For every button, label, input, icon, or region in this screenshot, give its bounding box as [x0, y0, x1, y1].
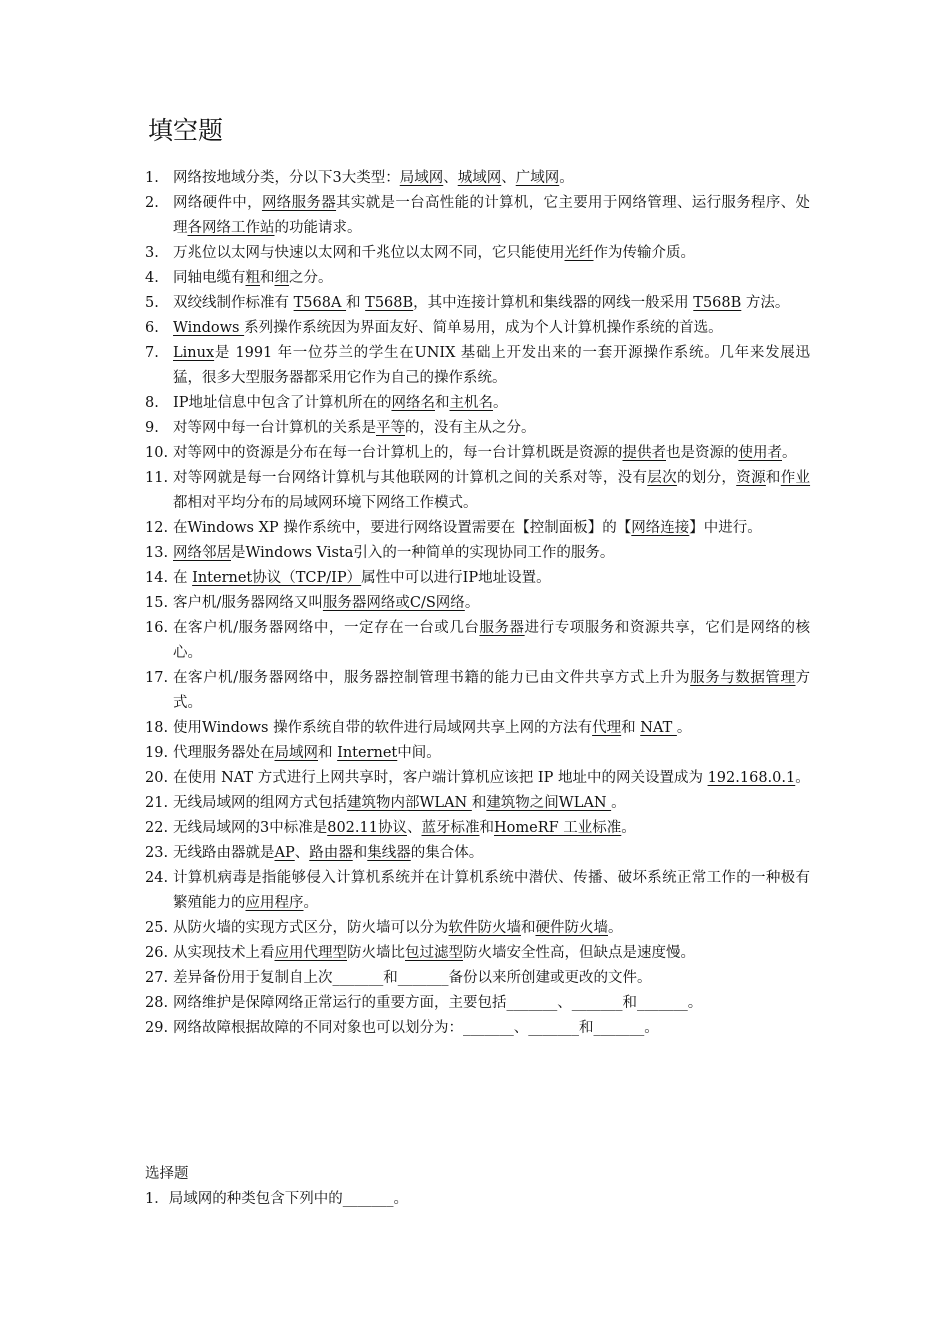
answer-text: Linux — [173, 345, 215, 361]
question-item — [145, 416, 810, 441]
question-number: 17. — [145, 670, 169, 686]
question-fragment: 是 1991 年一位芬兰的学生在UNIX 基础上开发出来的一套开源操作系统。几年来发展迅猛，很多大型服务器都采用它作为自己的操作系统。 — [173, 345, 810, 386]
answer-text: 路由器 — [309, 845, 353, 861]
question-text — [173, 316, 810, 341]
answer-text: HomeRF 工业标准 — [493, 820, 622, 836]
question-fragment: 也是资源的 — [666, 445, 739, 461]
question-fragment: 防火墙比 — [347, 945, 405, 961]
question-item — [145, 266, 810, 291]
answer-text: 802.11协议 — [327, 820, 407, 836]
question-text — [173, 591, 810, 616]
answer-text: 作业 — [780, 470, 811, 486]
answer-text: 网络邻居 — [173, 545, 231, 561]
question-number: 24. — [145, 870, 169, 886]
question-text — [173, 916, 810, 941]
answer-text: 服务与数据管理 — [690, 670, 796, 686]
answer-text: 平等 — [376, 420, 405, 436]
question-fragment: 。 — [795, 770, 810, 786]
question-fragment: 和 — [434, 395, 450, 411]
question-fragment: 。 — [676, 720, 692, 736]
answer-text: 主机名 — [449, 395, 493, 411]
question-text — [173, 291, 810, 316]
question-fragment: 万兆位以太网与快速以太网和千兆位以太网不同，它只能使用 — [173, 245, 565, 261]
answer-text: 各网络工作站 — [187, 220, 275, 236]
question-fragment: 和 — [621, 720, 641, 736]
question-item — [145, 541, 810, 566]
answer-text: 细 — [274, 270, 289, 286]
answer-text: 集线器 — [367, 845, 411, 861]
question-number: 11. — [145, 470, 169, 486]
question-text — [173, 616, 810, 666]
question-number: 6. — [145, 320, 159, 336]
question-fragment: 从实现技术上看 — [173, 945, 275, 961]
answer-text: 网络连接 — [631, 520, 690, 536]
question-text — [173, 741, 810, 766]
answer-text: 服务器 — [479, 620, 525, 636]
question-number: 3. — [145, 245, 159, 261]
question-fragment: 代理服务器处在 — [173, 745, 275, 761]
question-number: 15. — [145, 595, 169, 611]
question-text — [173, 516, 810, 541]
answer-text: T568A — [293, 295, 347, 311]
question-fragment: 其实就是一台高性能的计算机，它主要用于网络管理、运行服务程序、处理 — [173, 195, 811, 236]
question-item — [145, 466, 810, 516]
answer-text: 广域网 — [515, 170, 560, 186]
question-fragment: 的划分， — [676, 470, 737, 486]
answer-text: 粗 — [245, 270, 260, 286]
answer-text: 局域网 — [399, 170, 444, 186]
question-fragment: 在客户机/服务器网络中，一定存在一台或几台 — [173, 620, 480, 636]
question-fragment: 和 — [318, 745, 338, 761]
question-text — [173, 241, 810, 266]
question-number: 12. — [145, 520, 169, 536]
question-item — [145, 741, 810, 766]
question-text — [173, 816, 810, 841]
question-fragment: 。 — [782, 445, 797, 461]
question-text — [173, 1016, 810, 1041]
question-number: 27. — [145, 970, 169, 986]
question-number: 8. — [145, 395, 159, 411]
question-number: 14. — [145, 570, 169, 586]
question-item — [145, 1016, 810, 1041]
question-fragment: 在客户机/服务器网络中，服务器控制管理书籍的能力已由文件共享方式上升为 — [173, 670, 691, 686]
question-fragment: 是Windows Vista引入的一种简单的实现协同工作的服务。 — [231, 545, 615, 561]
question-fragment: 双绞线制作标准有 — [173, 295, 294, 311]
answer-text: Windows — [173, 320, 245, 336]
question-fragment: 同轴电缆有 — [173, 270, 246, 286]
question-fragment: 的集合体。 — [410, 845, 484, 861]
question-fragment: 无线局域网的组网方式包括 — [173, 795, 347, 811]
question-item — [145, 791, 810, 816]
answer-text: T568B — [365, 295, 414, 311]
question-fragment: 和 — [260, 270, 275, 286]
fill-in-question-list — [145, 166, 810, 1041]
answer-text: 包过滤型 — [405, 945, 463, 961]
question-fragment: 网络硬件中， — [173, 195, 262, 211]
question-fragment: 计算机病毒是指能够侵入计算机系统并在计算机系统中潜伏、传播、破坏系统正常工作的一种极有繁殖能力的 — [173, 870, 810, 911]
question-item — [145, 591, 810, 616]
answer-text: 软件防火墙 — [448, 920, 521, 936]
question-item — [145, 816, 810, 841]
answer-text: 使用者 — [738, 445, 782, 461]
question-item — [145, 941, 810, 966]
question-number: 18. — [145, 720, 169, 736]
question-text — [173, 766, 810, 791]
question-fragment: 】中进行。 — [689, 520, 762, 536]
question-fragment: 的功能请求。 — [274, 220, 362, 236]
question-fragment: 和 — [765, 470, 781, 486]
question-number: 22. — [145, 820, 169, 836]
question-fragment: 和 — [346, 295, 366, 311]
question-fragment: 进行专项服务和资源共享，它们是网络的核心。 — [173, 620, 811, 661]
question-text — [173, 666, 810, 716]
answer-text: 服务器网络或C/S网络 — [322, 595, 465, 611]
question-text — [173, 466, 810, 516]
question-item — [145, 916, 810, 941]
question-number: 13. — [145, 545, 169, 561]
question-fragment: 都相对平均分布的局域网环境下网络工作模式。 — [173, 495, 478, 511]
question-number: 26. — [145, 945, 169, 961]
question-text — [173, 941, 810, 966]
question-text — [173, 391, 810, 416]
page-title: 填空题 — [148, 116, 224, 145]
question-text — [173, 841, 810, 866]
question-item — [145, 966, 810, 991]
question-item — [145, 566, 810, 591]
question-fragment: 的，没有主从之分。 — [405, 420, 536, 436]
question-fragment: 。 — [559, 170, 574, 186]
answer-text: 建筑物之间WLAN — [486, 795, 612, 811]
question-fragment: 客户机/服务器网络又叫 — [173, 595, 323, 611]
answer-text: 层次 — [647, 470, 677, 486]
question-item — [145, 241, 810, 266]
question-fragment: 方法。 — [741, 295, 790, 311]
question-item — [145, 516, 810, 541]
answer-text: 局域网 — [274, 745, 318, 761]
question-fragment: 。 — [492, 395, 508, 411]
question-text — [173, 341, 810, 391]
question-item — [145, 666, 810, 716]
question-item — [145, 341, 810, 391]
question-fragment: 系列操作系统因为界面友好、简单易用，成为个人计算机操作系统的首选。 — [244, 320, 723, 336]
question-item — [145, 391, 810, 416]
question-number: 5. — [145, 295, 159, 311]
answer-text: 城域网 — [457, 170, 502, 186]
section-title: 选择题 — [145, 1166, 189, 1182]
answer-text: 建筑物内部WLAN — [347, 795, 472, 811]
question-number: 28. — [145, 995, 169, 1011]
question-text — [173, 716, 810, 741]
question-text — [173, 441, 810, 466]
question-item — [145, 441, 810, 466]
question-fragment: 在Windows XP 操作系统中，要进行网络设置需要在【控制面板】的【 — [173, 520, 632, 536]
answer-text: Internet — [337, 745, 398, 761]
question-fragment: 。 — [621, 820, 636, 836]
question-fragment: 和 — [352, 845, 368, 861]
question-fragment: 从防火墙的实现方式区分，防火墙可以分为 — [173, 920, 449, 936]
question-fragment: 网络维护是保障网络正常运行的重要方面，主要包括_______、_______和_______。 — [173, 995, 703, 1011]
question-fragment: 防火墙安全性高，但缺点是速度慢。 — [463, 945, 695, 961]
question-fragment: 和 — [521, 920, 536, 936]
answer-text: AP — [274, 845, 295, 861]
question-fragment: 、 — [294, 845, 310, 861]
question-number: 2. — [145, 195, 159, 211]
question-number: 23. — [145, 845, 169, 861]
question-fragment: 和 — [471, 795, 487, 811]
question-item — [145, 616, 810, 666]
question-number: 19. — [145, 745, 169, 761]
question-item — [145, 991, 810, 1016]
question-item — [145, 841, 810, 866]
question-item — [145, 191, 810, 241]
question-fragment: 。 — [611, 795, 626, 811]
answer-text: 提供者 — [622, 445, 666, 461]
question-fragment: 对等网中的资源是分布在每一台计算机上的，每一台计算机既是资源的 — [173, 445, 623, 461]
question-number: 9. — [145, 420, 159, 436]
answer-text: 应用程序 — [245, 895, 304, 911]
question-number: 4. — [145, 270, 159, 286]
question-number: 7. — [145, 345, 159, 361]
question-fragment: 对等网就是每一台网络计算机与其他联网的计算机之间的关系对等，没有 — [173, 470, 648, 486]
question-fragment: 在 — [173, 570, 193, 586]
answer-text: 蓝牙标准 — [421, 820, 480, 836]
question-fragment: 差异备份用于复制自上次_______和_______备份以来所创建或更改的文件。 — [173, 970, 652, 986]
question-text — [173, 866, 810, 916]
question-text — [173, 566, 810, 591]
question-fragment: 对等网中每一台计算机的关系是 — [173, 420, 376, 436]
question-fragment: 网络故障根据故障的不同对象也可以划分为：_______、_______和_______。 — [173, 1020, 659, 1036]
answer-text: 192.168.0.1 — [707, 770, 796, 786]
question-fragment: 属性中可以进行IP地址设置。 — [361, 570, 551, 586]
question-fragment: 。 — [608, 920, 623, 936]
answer-text: 硬件防火墙 — [535, 920, 608, 936]
question-number: 1. — [145, 170, 159, 186]
question-number: 16. — [145, 620, 169, 636]
question-fragment: 中间。 — [397, 745, 441, 761]
question-item — [145, 766, 810, 791]
question-number: 20. — [145, 770, 169, 786]
question-text — [173, 791, 810, 816]
answer-text: NAT — [640, 720, 677, 736]
question-fragment: 。 — [303, 895, 318, 911]
question-text — [173, 416, 810, 441]
question-item — [145, 291, 810, 316]
question-number: 25. — [145, 920, 169, 936]
question-text — [173, 191, 810, 241]
answer-text: 资源 — [736, 470, 766, 486]
question-fragment: 使用Windows 操作系统自带的软件进行局域网共享上网的方法有 — [173, 720, 593, 736]
choice-question: 1．局域网的种类包含下列中的_______。 — [145, 1191, 408, 1207]
question-number: 10. — [145, 445, 169, 461]
answer-text: 网络服务器 — [261, 195, 337, 211]
question-item — [145, 866, 810, 916]
question-item — [145, 716, 810, 741]
question-fragment: 方式。 — [173, 670, 810, 711]
question-fragment: ，其中连接计算机和集线器的网线一般采用 — [413, 295, 694, 311]
answer-text: Internet协议（TCP/IP） — [192, 570, 362, 586]
question-fragment: 、 — [443, 170, 458, 186]
question-fragment: IP地址信息中包含了计算机所在的 — [173, 395, 392, 411]
answer-text: 网络名 — [391, 395, 435, 411]
answer-text: 应用代理型 — [274, 945, 347, 961]
question-fragment: 无线局域网的3中标准是 — [173, 820, 328, 836]
question-text — [173, 166, 810, 191]
answer-text: 代理 — [592, 720, 622, 736]
question-item — [145, 166, 810, 191]
question-number: 29. — [145, 1020, 169, 1036]
question-text — [173, 266, 810, 291]
question-fragment: 网络按地域分类，分以下3大类型： — [173, 170, 400, 186]
question-item — [145, 316, 810, 341]
question-text — [173, 966, 810, 991]
question-number: 21. — [145, 795, 169, 811]
answer-text: T568B — [693, 295, 742, 311]
question-fragment: 和 — [479, 820, 494, 836]
question-fragment: 作为传输介质。 — [593, 245, 695, 261]
question-fragment: 、 — [406, 820, 422, 836]
question-fragment: 。 — [464, 595, 480, 611]
question-text — [173, 541, 810, 566]
question-fragment: 在使用 NAT 方式进行上网共享时，客户端计算机应该把 IP 地址中的网关设置成为 — [173, 770, 708, 786]
question-fragment: 之分。 — [289, 270, 333, 286]
question-fragment: 无线路由器就是 — [173, 845, 275, 861]
question-fragment: 、 — [501, 170, 516, 186]
answer-text: 光纤 — [564, 245, 594, 261]
question-text — [173, 991, 810, 1016]
